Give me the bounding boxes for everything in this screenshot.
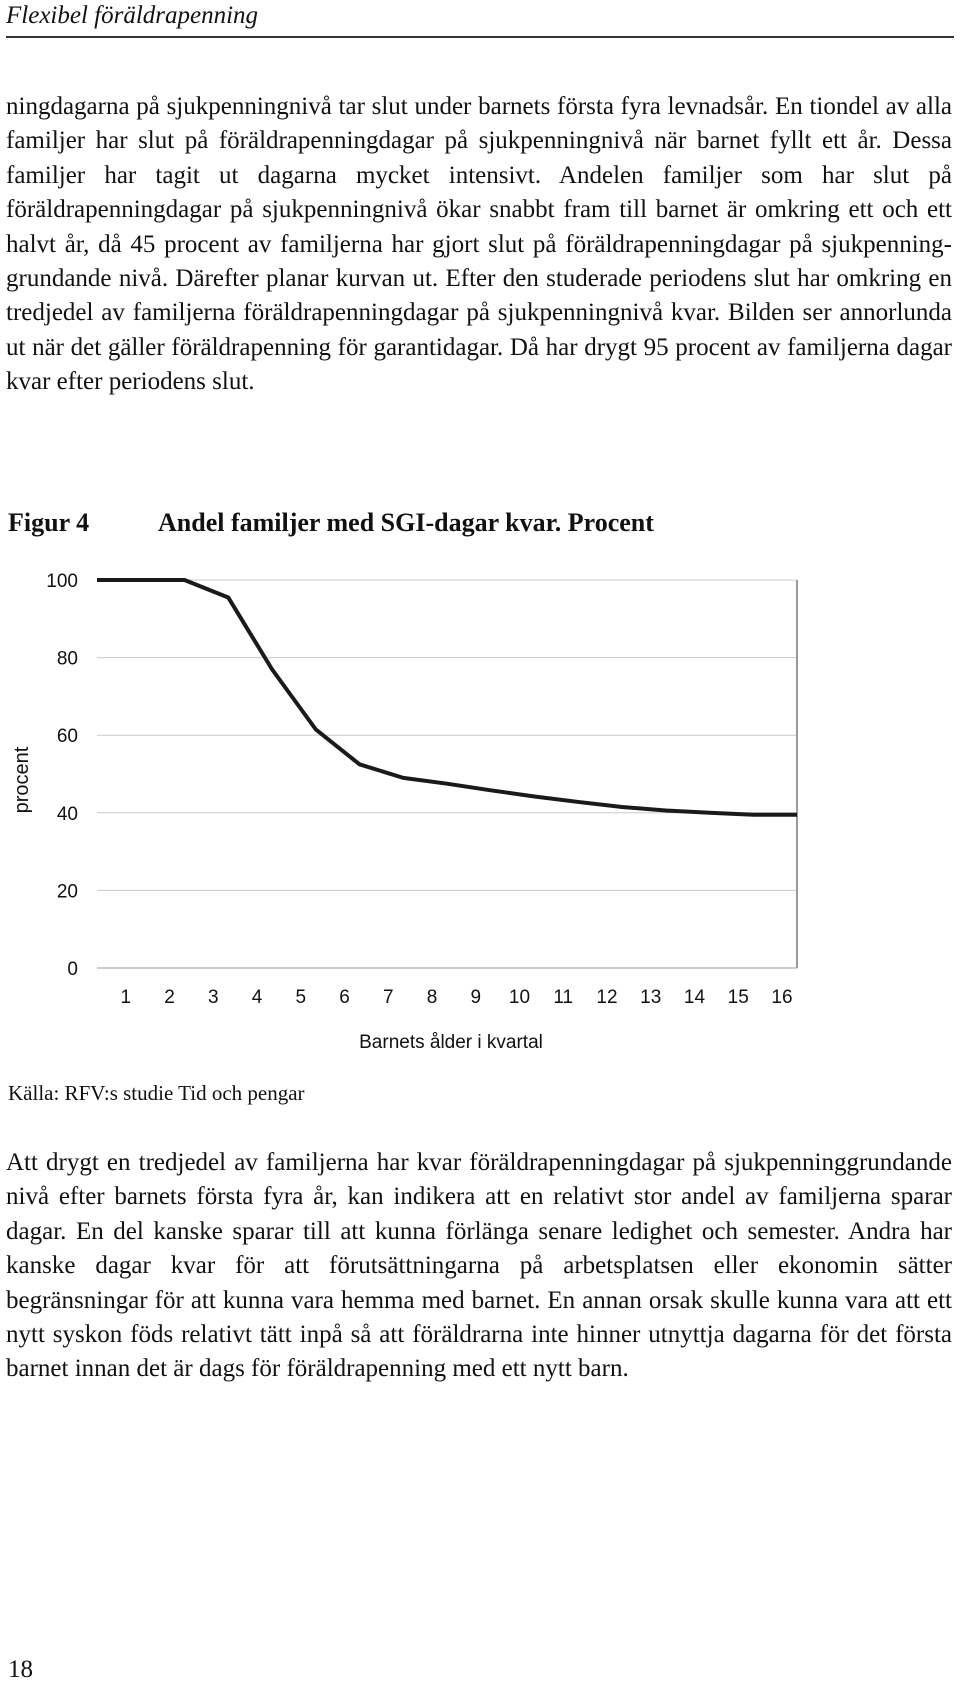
y-tick-label-80: 80	[56, 648, 78, 670]
x-tick-label-4: 4	[251, 987, 263, 1008]
x-tick-label-8: 8	[426, 987, 438, 1008]
x-tick-label-12: 12	[596, 987, 618, 1008]
chart-grid	[97, 580, 797, 890]
chart-axes	[97, 580, 797, 968]
running-header	[6, 0, 954, 38]
y-axis-label: procent	[11, 746, 33, 814]
figure-title: Andel familjer med SGI-dagar kvar. Procent	[158, 508, 654, 537]
y-tick-labels	[46, 571, 78, 980]
y-tick-label-40: 40	[56, 803, 78, 825]
x-tick-label-13: 13	[640, 987, 662, 1008]
x-tick-label-3: 3	[207, 987, 219, 1008]
x-tick-label-9: 9	[470, 987, 482, 1008]
series-line-0	[97, 580, 797, 815]
x-tick-label-15: 15	[727, 987, 749, 1008]
x-tick-label-14: 14	[683, 987, 706, 1008]
page-number: 18	[8, 1656, 33, 1683]
figure-source: Källa: RFV:s studie Tid och pengar	[8, 1081, 305, 1105]
running-header-title: Flexibel föräldrapenning	[6, 2, 259, 29]
y-tick-label-20: 20	[56, 881, 78, 903]
x-tick-label-10: 10	[508, 987, 531, 1008]
y-tick-label-0: 0	[67, 959, 78, 980]
x-tick-label-5: 5	[295, 987, 307, 1008]
x-tick-label-6: 6	[339, 987, 350, 1008]
x-tick-label-2: 2	[164, 987, 175, 1008]
y-tick-label-100: 100	[46, 571, 78, 592]
body-paragraph-2: Att drygt en tredjedel av familjerna har kvar föräldrapenningdagar på sjukpenninggrundande nivå efter barnets första fyra år, kan indikera att en relativt stor andel av familjerna sparar dagar. En del kanske sparar till att kunna förlänga senare ledighet och semester. Andra har kanske dagar kvar för att förutsättningarna på arbetsplatsen eller ekonomin sätter begränsningar för att kunna vara hemma med barnet. En annan orsak skulle kunna vara att ett nytt syskon föds relativt tätt inpå så att föräldrarna inte hinner utnyttja dagarna för det första barnet innan det är dags för föräldrapenning med ett nytt barn.	[6, 1149, 952, 1383]
line-chart	[0, 555, 960, 1055]
y-tick-label-60: 60	[56, 726, 78, 748]
x-tick-label-16: 16	[771, 987, 793, 1008]
x-tick-label-7: 7	[382, 987, 394, 1008]
x-axis-label: Barnets ålder i kvartal	[359, 1032, 543, 1053]
x-tick-label-1: 1	[120, 987, 132, 1008]
x-tick-labels	[120, 987, 792, 1008]
chart-series	[97, 580, 797, 815]
body-paragraph-1: ningdagarna på sjukpenningnivå tar slut under barnets första fyra levnadsår. En tiondel av alla familjer har slut på föräldrapenningdagar på sjukpenningnivå när barnet fyllt ett år. Dessa familjer har tagit ut dagarna mycket intensivt. Andelen familjer som har slut på föräldrapenningdagar på sjukpenningnivå ökar snabbt fram till barnet är omkring ett och ett halvt år, då 45 procent av familjerna har gjort slut på föräldrapenningdagar på sjukpenninggrundande nivå. Därefter planar kurvan ut. Efter den studerade periodens slut har omkring en tredjedel av familjerna föräldrapenningdagar på sjukpenningnivå kvar. Bilden ser annorlunda ut när det gäller föräldrapenning för garantidagar. Då har drygt 95 procent av familjerna dagar kvar efter periodens slut.	[6, 93, 952, 396]
figure-number: Figur 4	[8, 508, 90, 537]
x-tick-label-11: 11	[553, 987, 574, 1008]
